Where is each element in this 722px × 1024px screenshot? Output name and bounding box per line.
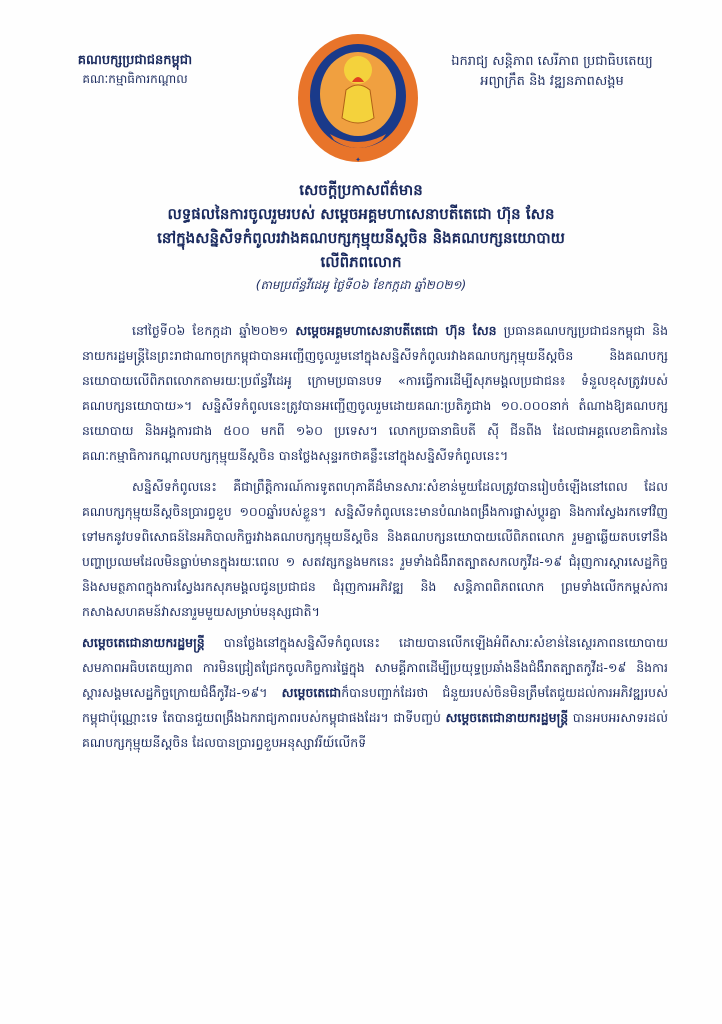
party-name: គណបក្សប្រជាជនកម្ពុជា: [77, 53, 193, 68]
paragraph-2: សន្និសីទកំពូលនេះ គឺជាព្រឹត្តិការណ៍ការទូតពហុភាគីដ៏មានសារៈសំខាន់មួយដែលត្រូវបានរៀបចំឡើងនៅពេល ដែលគណបក្សកុម្មុយនីស្តចិនប្រារព្ធខួប ១០០ឆ្នាំរបស់ខ្លួន។ សន្និសីទកំពូលនេះមានបំណងពង្រឹងការផ្លាស់ប្តូរគ្នា និងការស្វែងរកទៅវិញទៅមកនូវបទពិសោធន៍នៃអភិបាលកិច្ចរវាងគណបក្សកុម្មុយនីស្តចិន និងគណបក្សនយោបាយលើពិភពលោក រួមគ្នាឆ្លើយតបទៅនឹងបញ្ហាប្រឈមដែលមិនធ្លាប់មានក្នុងរយៈពេល ១ សតវត្សកន្លងមកនេះ រួមទាំងជំងឺរាតត្បាតសកលកូវីដ-១៩ ជំរុញការស្តារសេដ្ឋកិច្ច និងសមត្ថភាពក្នុងការស្វែងរកសុភមង្គលជូនប្រជាជន ជំរុញការអភិវឌ្ឍ និង សន្តិភាពពិភពលោក ព្រមទាំងលើកកម្ពស់ការកសាងសហគមន៍វាសនារួមមួយសម្រាប់មនុស្សជាតិ។: [82, 479, 668, 619]
p1-rest: ប្រធានគណបក្សប្រជាជនកម្ពុជា និងនាយករដ្ឋមន្ត្រីនៃព្រះរាជាណាចក្រកម្ពុជាបានអញ្ជើញចូលរួមនៅក្នុងសន្និសីទកំពូលរវាងគណបក្សកុម្មុយនីស្តចិន និងគណបក្សនយោបាយលើពិភពលោកតាមរយៈប្រព័ន្ធវីដេអូ ក្រោមប្រធានបទ «ការធ្វើការដើម្បីសុភមង្គលប្រជាជន៖ ទំនួលខុសត្រូវរបស់គណបក្សនយោបាយ»។ សន្និសីទកំពូលនេះត្រូវបានអញ្ជើញចូលរួមដោយគណៈប្រតិភូជាង ១០.០០០នាក់ តំណាងឱ្យគណបក្សនយោបាយ និងអង្គការជាង ៥០០ មកពី ១៦០ ប្រទេស។ លោកប្រធានាធិបតី ស៊ី ជីនពីង ដែលជាអគ្គលេខាធិការនៃគណៈកម្មាធិការកណ្តាលបក្សកុម្មុយនីស្តចិន បានថ្លែងសុន្ទរកថាគន្លឹះនៅក្នុងសន្និសីទកំពូលនេះ។: [82, 323, 669, 463]
p3-strong-2: សម្តេចតេជោ: [281, 685, 342, 700]
document-body: [82, 318, 668, 761]
committee-name: គណៈកម្មាធិការកណ្តាល: [82, 72, 188, 86]
p1-strong: សម្តេចអគ្គមហាសេនាបតីតេជោ ហ៊ុន សែន: [295, 323, 497, 338]
p3-part-3: បានអបអរសាទរដល់គណបក្សកុម្មុយនីស្តចិន ដែលបានប្រារព្ធខួបអនុស្សាវរីយ៍លើកទី: [82, 710, 668, 750]
p3-strong-3: សម្តេចតេជោនាយករដ្ឋមន្ត្រី: [445, 710, 569, 725]
party-header: [50, 52, 220, 88]
logo-figure: [342, 85, 374, 123]
p3-part-2: ក៏បានបញ្ជាក់ដែរថា ជំនួយរបស់ចិនមិនត្រឹមតែជួយដល់ការអភិវឌ្ឍរបស់កម្ពុជាប៉ុណ្ណោះទេ តែបានជួយពង្រឹងឯករាជ្យភាពរបស់កម្ពុជាផងដែរ។ ជាទីបញ្ចប់: [82, 685, 668, 725]
p1-lead: នៅថ្ងៃទី០៦ ខែកក្កដា ឆ្នាំ២០២១: [132, 323, 296, 338]
motto-header: [432, 52, 672, 92]
paragraph-1: [82, 318, 668, 468]
subtitle-line-3: លើពិភពលោក: [320, 253, 402, 271]
document-reference: (តាមប្រព័ន្ធវីដេអូ ថ្ងៃទី០៦ ខែកក្កដា ឆ្នាំ២០២១): [255, 278, 467, 292]
subtitle-line-1: លទ្ធផលនៃការចូលរួមរបស់ សម្តេចអគ្គមហាសេនាបតីតេជោ ហ៊ុន សែន: [167, 205, 555, 223]
logo-banner-text: ✦: [355, 156, 361, 164]
p3-strong-1: សម្តេចតេជោនាយករដ្ឋមន្ត្រី: [82, 635, 205, 650]
p3-part-1: បានថ្លែងនៅក្នុងសន្និសីទកំពូលនេះ ដោយបានលើកឡើងអំពីសារៈសំខាន់នៃស្ថេរភាពនយោបាយ សមភាពអធិបតេយ្យភាព ការមិនជ្រៀតជ្រែកចូលកិច្ចការផ្ទៃក្នុង សាមគ្គីភាពដើម្បីប្រយុទ្ធប្រឆាំងនឹងជំងឺរាតត្បាតកូវីដ-១៩ និងការស្តារសង្គមសេដ្ឋកិច្ចក្រោយជំងឺកូវីដ-១៩។: [82, 635, 668, 700]
motto-line-2: អព្យាក្រឹត និង វឌ្ឍនភាពសង្គម: [480, 74, 624, 89]
subtitle-line-2: នៅក្នុងសន្និសីទកំពូលរវាងគណបក្សកុម្មុយនីស្តចិន និងគណបក្សនយោបាយ: [157, 229, 565, 247]
party-logo: [294, 30, 422, 168]
document-title: សេចក្តីប្រកាសព័ត៌មាន: [299, 181, 423, 199]
motto-line-1: ឯករាជ្យ សន្តិភាព សេរីភាព ប្រជាធិបតេយ្យ: [451, 54, 653, 69]
title-block: [40, 178, 682, 296]
paragraph-3: [82, 630, 668, 755]
